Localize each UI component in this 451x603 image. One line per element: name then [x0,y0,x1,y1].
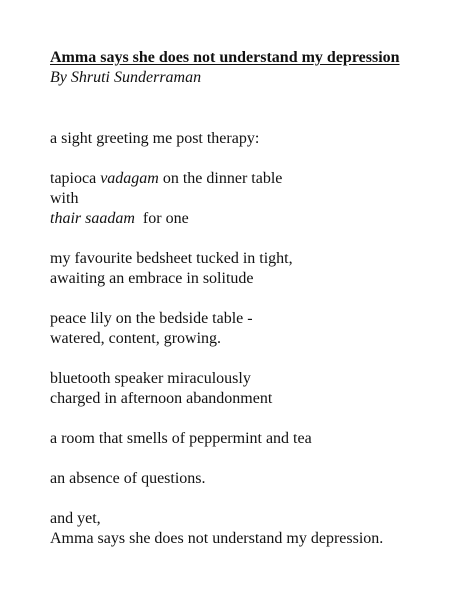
stanza-6-line-1: a room that smells of peppermint and tea [50,430,312,447]
stanza-2-line-3 [50,209,189,229]
text-segment: for one [134,210,189,227]
stanza-2-line-2: with [50,190,79,207]
text-segment: on the dinner table [158,170,283,187]
stanza-7-line-1: an absence of questions. [50,470,206,487]
stanza-1-line-1: a sight greeting me post therapy: [50,130,260,147]
stanza-5-line-2: charged in afternoon abandonment [50,390,273,407]
text-segment: tapioca [50,170,101,187]
stanza-3-line-2: awaiting an embrace in solitude [50,270,254,287]
poem-title: Amma says she does not understand my depression [50,49,400,66]
stanza-5-line-1: bluetooth speaker miraculously [50,370,251,387]
stanza-8-line-1: and yet, [50,510,101,527]
italic-phrase-thair-saadam: thair saadam [50,210,135,227]
stanza-2-line-1 [50,169,282,189]
stanza-3-line-1: my favourite bedsheet tucked in tight, [50,250,293,267]
italic-word-vadagam: vadagam [100,170,159,187]
stanza-4-line-1: peace lily on the bedside table - [50,310,253,327]
poem-byline: By Shruti Sunderraman [50,69,202,86]
stanza-8-line-2: Amma says she does not understand my depression. [50,530,384,547]
stanza-4-line-2: watered, content, growing. [50,330,222,347]
